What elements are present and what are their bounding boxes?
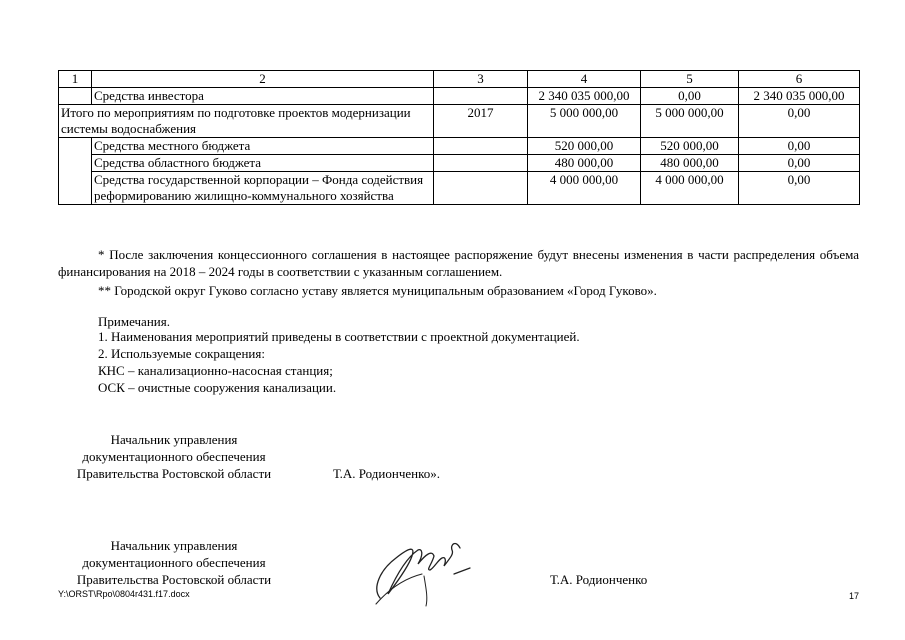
row-name: Средства инвестора <box>92 88 434 105</box>
header-cell: 3 <box>434 71 528 88</box>
row-total: 5 000 000,00 <box>528 105 641 138</box>
row-2018: 480 000,00 <box>641 155 739 172</box>
row-2018: 4 000 000,00 <box>641 172 739 205</box>
signature-name-1: Т.А. Родионченко». <box>333 466 441 481</box>
notes-abbr-1: КНС – канализационно-насосная станция; <box>98 363 333 378</box>
signature-title-line: Правительства Ростовской области <box>76 466 272 481</box>
row-year <box>434 155 528 172</box>
notes-item-1: 1. Наименования мероприятий приведены в соответствии с проектной документацией. <box>98 329 580 344</box>
row-name: Средства государственной корпорации – Фонда содействия реформированию жилищно-коммунального хозяйства <box>92 172 434 205</box>
header-cell: 2 <box>92 71 434 88</box>
signature-title-line: Правительства Ростовской области <box>76 572 272 587</box>
row-rest: 0,00 <box>739 105 860 138</box>
row-rest: 0,00 <box>739 138 860 155</box>
notes-item-2: 2. Используемые сокращения: <box>98 346 265 361</box>
row-total: 4 000 000,00 <box>528 172 641 205</box>
handwritten-signature-icon <box>366 528 476 610</box>
row-year: 2017 <box>434 105 528 138</box>
signature-title-line: Начальник управления <box>110 432 238 447</box>
footnote-2: ** Городской округ Гуково согласно уставу является муниципальным образованием «Город Гуково». <box>98 283 657 298</box>
row-year <box>434 172 528 205</box>
row-2018: 5 000 000,00 <box>641 105 739 138</box>
row-total: 480 000,00 <box>528 155 641 172</box>
table-row <box>59 88 860 105</box>
notes-title: Примечания. <box>98 314 170 329</box>
table-row <box>59 172 860 205</box>
row-year <box>434 88 528 105</box>
notes-abbr-2: ОСК – очистные сооружения канализации. <box>98 380 337 395</box>
table-row <box>59 155 860 172</box>
signature-title-line: документационного обеспечения <box>82 555 266 570</box>
header-cell: 5 <box>641 71 739 88</box>
table-row <box>59 138 860 155</box>
header-cell: 1 <box>59 71 92 88</box>
table-row <box>59 105 860 138</box>
signature-block-2 <box>58 537 290 588</box>
row-rest: 0,00 <box>739 155 860 172</box>
row-total: 2 340 035 000,00 <box>528 88 641 105</box>
footnote-1: * После заключения концессионного соглашения в настоящее распоряжение будут внесены изменения в части распределения объема финансирования на 2018 – 2024 годы в соответствии с указанным соглашением. <box>58 247 859 279</box>
header-cell: 4 <box>528 71 641 88</box>
signature-block-1 <box>58 431 290 482</box>
row-year <box>434 138 528 155</box>
page-number: 17 <box>849 591 860 601</box>
table-header-row <box>59 71 860 88</box>
row-name: Итого по мероприятиям по подготовке проектов модернизации системы водоснабжения <box>59 105 434 138</box>
funding-table <box>58 70 860 205</box>
row-name: Средства областного бюджета <box>92 155 434 172</box>
row-2018: 0,00 <box>641 88 739 105</box>
row-name: Средства местного бюджета <box>92 138 434 155</box>
header-cell: 6 <box>739 71 860 88</box>
file-path: Y:\ORST\Rpo\0804r431.f17.docx <box>58 589 190 599</box>
row-rest: 2 340 035 000,00 <box>739 88 860 105</box>
row-rest: 0,00 <box>739 172 860 205</box>
signature-name-2: Т.А. Родионченко <box>550 572 648 587</box>
row-total: 520 000,00 <box>528 138 641 155</box>
signature-title-line: Начальник управления <box>110 538 238 553</box>
row-2018: 520 000,00 <box>641 138 739 155</box>
signature-title-line: документационного обеспечения <box>82 449 266 464</box>
